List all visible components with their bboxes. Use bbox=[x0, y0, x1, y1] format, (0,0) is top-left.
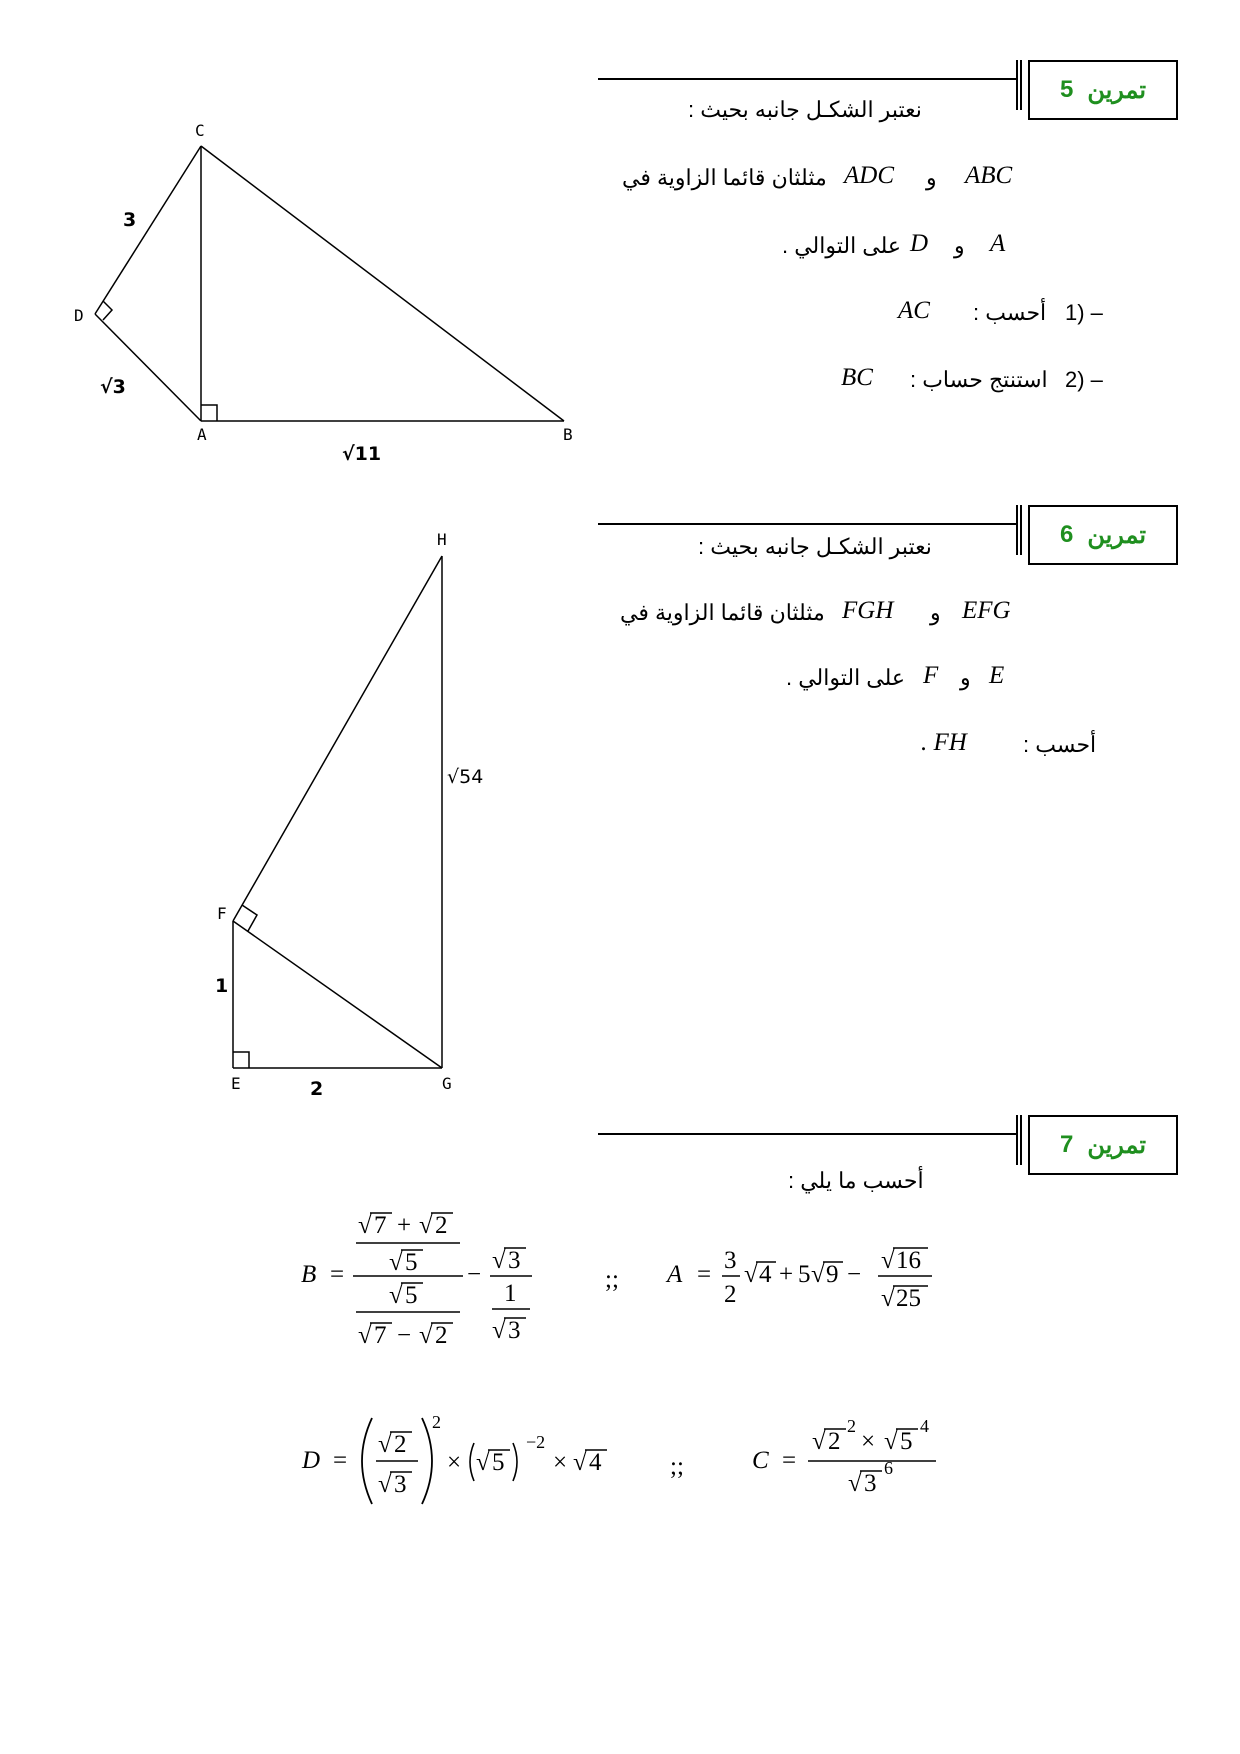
svg-text:√: √ bbox=[848, 1470, 862, 1497]
ex6-line1-text: مثلثان قائما الزاوية في bbox=[620, 600, 825, 625]
ex5-label-A: A bbox=[197, 425, 207, 444]
svg-text:×: × bbox=[447, 1449, 462, 1476]
svg-text:3: 3 bbox=[864, 1470, 877, 1497]
ex6-side-GH: √54 bbox=[447, 766, 484, 788]
ex6-label-E: E bbox=[231, 1074, 241, 1093]
ex5-side-AB: √11 bbox=[342, 443, 382, 465]
ex6-line2-p2: F bbox=[923, 662, 939, 689]
svg-text:√: √ bbox=[476, 1449, 490, 1476]
svg-text:2: 2 bbox=[847, 1416, 856, 1436]
svg-text:√: √ bbox=[884, 1428, 898, 1455]
ex5-line2-p1: A bbox=[990, 230, 1006, 257]
ex5-label-D: D bbox=[74, 306, 84, 325]
ex6-line1-tri1: EFG bbox=[962, 597, 1011, 624]
expr-B-name: B bbox=[301, 1261, 317, 1288]
ex7-intro: أحسب ما يلي : bbox=[788, 1168, 924, 1193]
svg-text:×: × bbox=[553, 1449, 568, 1476]
svg-text:+: + bbox=[779, 1261, 794, 1288]
svg-text:3: 3 bbox=[508, 1247, 521, 1274]
ex5-side-CD: 3 bbox=[123, 209, 137, 231]
ex5-q1-number: 1) – bbox=[1065, 300, 1103, 325]
svg-text:√: √ bbox=[881, 1285, 895, 1312]
svg-text:−: − bbox=[467, 1261, 482, 1288]
svg-text:25: 25 bbox=[896, 1285, 921, 1312]
svg-text:3: 3 bbox=[508, 1317, 521, 1344]
svg-text:=: = bbox=[330, 1261, 345, 1288]
ex6-side-EG: 2 bbox=[310, 1078, 324, 1100]
expr-C-name: C bbox=[752, 1447, 769, 1474]
svg-text:−2: −2 bbox=[526, 1432, 546, 1452]
svg-text:2: 2 bbox=[724, 1281, 737, 1308]
svg-text:7: 7 bbox=[374, 1322, 387, 1349]
svg-text:=: = bbox=[697, 1261, 712, 1288]
svg-text:+: + bbox=[397, 1212, 412, 1239]
ex5-label-B: B bbox=[563, 425, 573, 444]
svg-text:=: = bbox=[782, 1447, 797, 1474]
ex5-q2-math: BC bbox=[841, 364, 873, 391]
ex5-line1-and: و bbox=[926, 165, 937, 190]
ex6-q-math: . FH bbox=[921, 729, 967, 756]
ex6-line1-tri2: FGH bbox=[842, 597, 894, 624]
svg-text:6: 6 bbox=[884, 1458, 893, 1478]
ex5-line2-text: على التوالي . bbox=[782, 233, 902, 258]
svg-text:√: √ bbox=[811, 1261, 825, 1288]
ex6-label-F: F bbox=[217, 904, 227, 923]
svg-text:√: √ bbox=[573, 1449, 587, 1476]
svg-text:×: × bbox=[861, 1428, 876, 1455]
svg-text:5: 5 bbox=[405, 1282, 418, 1309]
svg-text:√: √ bbox=[419, 1322, 433, 1349]
svg-text:3: 3 bbox=[724, 1247, 737, 1274]
expr-D-name: D bbox=[302, 1447, 321, 1474]
svg-text:5: 5 bbox=[798, 1261, 811, 1288]
ex6-label-G: G bbox=[442, 1074, 452, 1093]
ex6-line2-p1: E bbox=[989, 662, 1005, 689]
ex5-q2-number: 2) – bbox=[1065, 367, 1103, 392]
svg-text:√: √ bbox=[389, 1249, 403, 1276]
ex5-label-C: C bbox=[195, 121, 205, 140]
expr-sep-1: ;; bbox=[605, 1266, 619, 1293]
ex5-intro: نعتبر الشكـل جانبه بحيث : bbox=[688, 97, 922, 122]
ex5-q1-text: أحسب : bbox=[973, 300, 1047, 325]
svg-text:1: 1 bbox=[504, 1280, 517, 1307]
svg-text:7: 7 bbox=[374, 1212, 387, 1239]
ex7-title-number: 7 bbox=[1059, 1131, 1074, 1158]
ex5-line1-tri2: ADC bbox=[844, 162, 894, 189]
svg-text:√: √ bbox=[389, 1282, 403, 1309]
svg-text:4: 4 bbox=[589, 1449, 602, 1476]
svg-text:9: 9 bbox=[826, 1261, 839, 1288]
ex5-line2-p2: D bbox=[910, 230, 929, 257]
svg-text:2: 2 bbox=[394, 1431, 407, 1458]
ex6-label-H: H bbox=[437, 530, 447, 549]
svg-text:√: √ bbox=[744, 1261, 758, 1288]
svg-text:√: √ bbox=[358, 1212, 372, 1239]
ex6-title-number: 6 bbox=[1059, 521, 1074, 548]
ex5-q2-text: استنتج حساب : bbox=[910, 367, 1048, 392]
ex5-title-number: 5 bbox=[1059, 76, 1074, 103]
svg-text:2: 2 bbox=[435, 1322, 448, 1349]
svg-text:−: − bbox=[397, 1322, 412, 1349]
svg-text:√: √ bbox=[358, 1322, 372, 1349]
svg-text:√: √ bbox=[492, 1247, 506, 1274]
svg-text:√: √ bbox=[812, 1428, 826, 1455]
ex6-line2-and: و bbox=[960, 665, 971, 690]
svg-text:3: 3 bbox=[394, 1471, 407, 1498]
svg-text:√: √ bbox=[419, 1212, 433, 1239]
ex5-line1-tri1: ABC bbox=[965, 162, 1013, 189]
expr-A-name: A bbox=[667, 1261, 683, 1288]
ex6-line1-and: و bbox=[930, 600, 941, 625]
ex5-q1-math: AC bbox=[898, 297, 930, 324]
svg-text:−: − bbox=[847, 1261, 862, 1288]
svg-text:√: √ bbox=[378, 1471, 392, 1498]
svg-text:5: 5 bbox=[900, 1428, 913, 1455]
svg-text:√: √ bbox=[378, 1431, 392, 1458]
svg-text:√: √ bbox=[492, 1317, 506, 1344]
ex5-side-DA: √3 bbox=[100, 376, 126, 398]
svg-text:2: 2 bbox=[828, 1428, 841, 1455]
ex6-line2-text: على التوالي . bbox=[786, 665, 906, 690]
svg-text:5: 5 bbox=[405, 1249, 418, 1276]
ex5-line1-text: مثلثان قائما الزاوية في bbox=[622, 165, 827, 190]
svg-text:2: 2 bbox=[435, 1212, 448, 1239]
ex5-title-word: تمرين bbox=[1087, 76, 1147, 104]
expr-sep-2: ;; bbox=[670, 1453, 684, 1480]
svg-text:2: 2 bbox=[432, 1412, 441, 1432]
ex5-line2-and: و bbox=[954, 233, 965, 258]
svg-text:4: 4 bbox=[759, 1261, 772, 1288]
ex6-intro: نعتبر الشكـل جانبه بحيث : bbox=[698, 534, 932, 559]
svg-text:=: = bbox=[333, 1447, 348, 1474]
ex6-q-text: أحسب : bbox=[1023, 732, 1097, 757]
svg-text:5: 5 bbox=[492, 1449, 505, 1476]
ex6-side-EF: 1 bbox=[215, 975, 229, 997]
svg-text:4: 4 bbox=[920, 1416, 929, 1436]
ex6-title-word: تمرين bbox=[1087, 521, 1147, 549]
ex7-title-word: تمرين bbox=[1087, 1131, 1147, 1159]
svg-text:√: √ bbox=[881, 1247, 895, 1274]
svg-text:16: 16 bbox=[896, 1247, 921, 1274]
